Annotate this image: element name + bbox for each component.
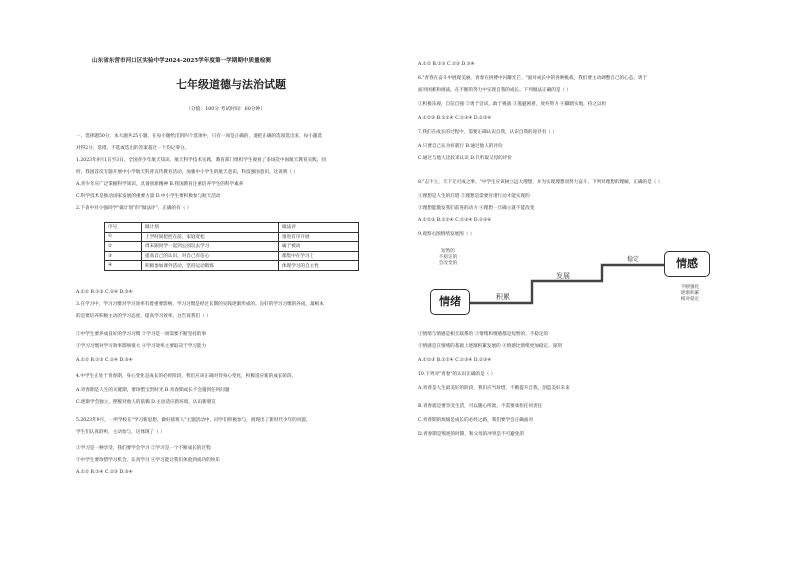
text-line: C.逐渐学会独立，摆脱对他人的依赖 D.主动适应新环境，认识新朋友: [76, 400, 216, 405]
table-cell: 属于被动: [279, 242, 359, 252]
exam-title: 七年级道德与法治试题: [176, 78, 286, 91]
text-line: 7.我们在成长的过程中，需要正确认识自我，认识自我的途径有（ ）: [418, 130, 558, 135]
feeling-box: 情感: [664, 251, 710, 277]
text-line: ①学习是一种享受，我们要学会学习 ②学习是一个不断成长的过程: [76, 446, 211, 451]
step-label-stable: 稳定: [626, 256, 639, 263]
table-row: [105, 261, 359, 271]
text-line: A.青春是人生最美好的阶段，我们应当珍惜，不断提升自我，创造美好未来: [418, 386, 570, 391]
table-cell: ③: [105, 251, 142, 261]
question-table: [104, 222, 359, 271]
text-line: ③情感是在情绪的基础上逐渐积累发展的 ④情感比情绪更加稳定、深刻: [418, 344, 562, 349]
table-cell: 提高自己的认识，对自己有信心: [142, 251, 279, 261]
text-line: A.青春期是人生的关键期，要珍惜宝贵时光 B.青春期成长不会遇到任何问题: [76, 388, 230, 393]
text-line: ①情绪与情感是相互联系的 ②情绪和情感都是短暂的、不稳定的: [418, 332, 549, 337]
text-line: A.只要自己认为好就行 B.通过他人的评价: [418, 144, 503, 149]
text-line: D.青春期是叛逆的时期，和父母的冲突是不可避免的: [418, 432, 525, 437]
text-line: 4.中学生正处于青春期，身心变化是成长的必经阶段，我们应该正确对待身心变化，积极适应新的成长阶段。: [76, 374, 297, 379]
text-line: ③学习习惯对学习效率影响很大 ④学习效率主要取决于学习能力: [76, 344, 207, 349]
text-line: B.青春就是要享受生活，可以随心所欲，不需要承担任何责任: [418, 404, 543, 409]
text-line: 的是要培养积极主动的学习态度，提高学习效率。这告诉我们（ ）: [76, 314, 211, 319]
right-page: [418, 0, 740, 561]
left-page: [76, 0, 398, 561]
emotion-box: 情绪: [430, 289, 470, 315]
text-line: A.①② B.①③ C.②④ D.③④: [76, 358, 133, 363]
table-header: 做法评: [279, 223, 359, 233]
text-line: ③理想能激发我们前进的动力 ④理想一旦确立就不能改变: [418, 206, 535, 211]
text-line: 6."青春在奋斗中展现美丽，青春在拼搏中闪耀光芒。"面对成长中的各种挑战，我们要主动调整自己的心态，勇于: [418, 76, 648, 81]
note-left: 短暂的 不稳定的 会改变的: [438, 249, 458, 266]
table-cell: ④: [105, 261, 142, 271]
text-line: A.①②③ B.①②④ C.①③④ D.②③④: [418, 218, 492, 223]
table-cell: 周末跟同学一起到公园玩去学习: [142, 242, 279, 252]
table-row: [105, 242, 359, 252]
text-line: 一、选择题50分，本大题共25小题，在每小题给出的四个选项中，只有一项是正确的，请把正确的选项选出来，每小题选: [76, 134, 322, 139]
table-header: 做计划: [142, 223, 279, 233]
text-line: 学生们认真聆听，主动参与，这体现了（ ）: [76, 430, 165, 435]
text-line: A.①② B.①③ C.②④ D.③④: [76, 290, 133, 295]
text-line: 9.观察右图情绪发展图（ ）: [418, 232, 475, 237]
text-line: C.青春期的烦恼是成长的必经之路，我们要学会正确面对: [418, 418, 534, 423]
text-line: A.青少年应广泛掌握科学知识，具备创新精神 B.我国教育注重培养学生的科学素养: [76, 182, 244, 187]
text-line: A.①② B.①④ C.②③ D.③④: [76, 470, 133, 475]
step-label-accumulate: 积累: [496, 293, 510, 301]
table-cell: ②: [105, 242, 142, 252]
exam-subtitle: （分值：100分 考试时间：60分钟）: [186, 107, 266, 112]
text-line: 3.在学习中，学习习惯对学习效率有着重要影响，学习习惯是经过长期的实践逐渐形成的。良好的学习习惯的养成，最根本: [76, 302, 324, 307]
table-cell: 上学时间把控在前，家庭宽松: [142, 232, 279, 242]
school-header: 山东省东营市河口区实验中学2024-2025学年度第一学期期中质量检测: [92, 58, 271, 64]
text-line: A.①②③ B.①②④ C.①③④ D.②③④: [418, 358, 492, 363]
text-line: 2.下表中对小强同学"做计划"的"做法评"，正确的有（ ）: [76, 206, 192, 211]
text-line: 面对困难和挑战，在不断的努力中实现自我的成长。下列做法正确的是（ ）: [418, 88, 572, 93]
text-line: ①积极乐观，自信自强 ②勇于尝试，敢于挑战 ③逃避困难，放弃努力 ④脚踏实地，持之以恒: [418, 102, 607, 107]
text-line: 1.2023年9月1日至3日，全国青少年航天知识、航天科学技术实践，教育部门组织学生观看了多场次中国航天教育实践，同: [76, 158, 326, 163]
text-line: A.①② B.①③ C.②③ D.③④: [418, 62, 475, 67]
table-row: [105, 251, 359, 261]
text-line: C.科学技术是推动国家发展的重要力量 D.中小学生要积极参与航天活动: [76, 194, 221, 199]
text-line: 10.下列对"青春"的认识正确的是（ ）: [418, 372, 496, 377]
text-line: 时，我国首次专题开展中小学航天科普宣传教育活动，加强中小学生的航天意识、科技强国意识。这说明（ ）: [76, 170, 298, 175]
table-cell: 都集中在学习上: [279, 251, 359, 261]
step-label-develop: 发展: [556, 272, 570, 280]
table-cell: 体现学习的自主性: [279, 261, 359, 271]
emotion-diagram: [422, 245, 722, 327]
text-line: C.通过与他人比较来认识 D.只听取父母的评价: [418, 156, 512, 161]
text-line: A.①②③ B.①②④ C.①③④ D.②③④: [418, 116, 492, 121]
table-header: 序号: [105, 223, 142, 233]
table-cell: ①: [105, 232, 142, 242]
table-cell: 推进有序开展: [279, 232, 359, 242]
text-line: 对得2分，选错、不选或选出的答案超过一个均记零分。: [76, 146, 190, 151]
text-line: ③中学生要珍惜学习机会，认真学习 ④学习能让我们体验到成功的快乐: [76, 458, 220, 463]
note-right: 不断强化 逐渐积累 相对稳定: [680, 285, 700, 302]
text-line: ①理想是人生的灯塔 ②理想是需要付诸行动才能实现的: [418, 194, 530, 199]
table-row: [105, 232, 359, 242]
text-line: 5.2023年9月，一所学校在"学习新思想、做好接班人"主题活动中，同学们积极参与，展现出了新时代少年的风貌。: [76, 418, 311, 423]
table-cell: 积极参加课外活动，坚持运动锻炼: [142, 261, 279, 271]
text-line: ①中学生要养成良好的学习习惯 ②学习是一项需要不断坚持的事: [76, 332, 207, 337]
text-line: 8."志不立，天下无可成之事。"中学生应该树立远大理想，并为实现理想而努力奋斗，下列对理想的理解，正确的是（ ）: [418, 180, 663, 185]
